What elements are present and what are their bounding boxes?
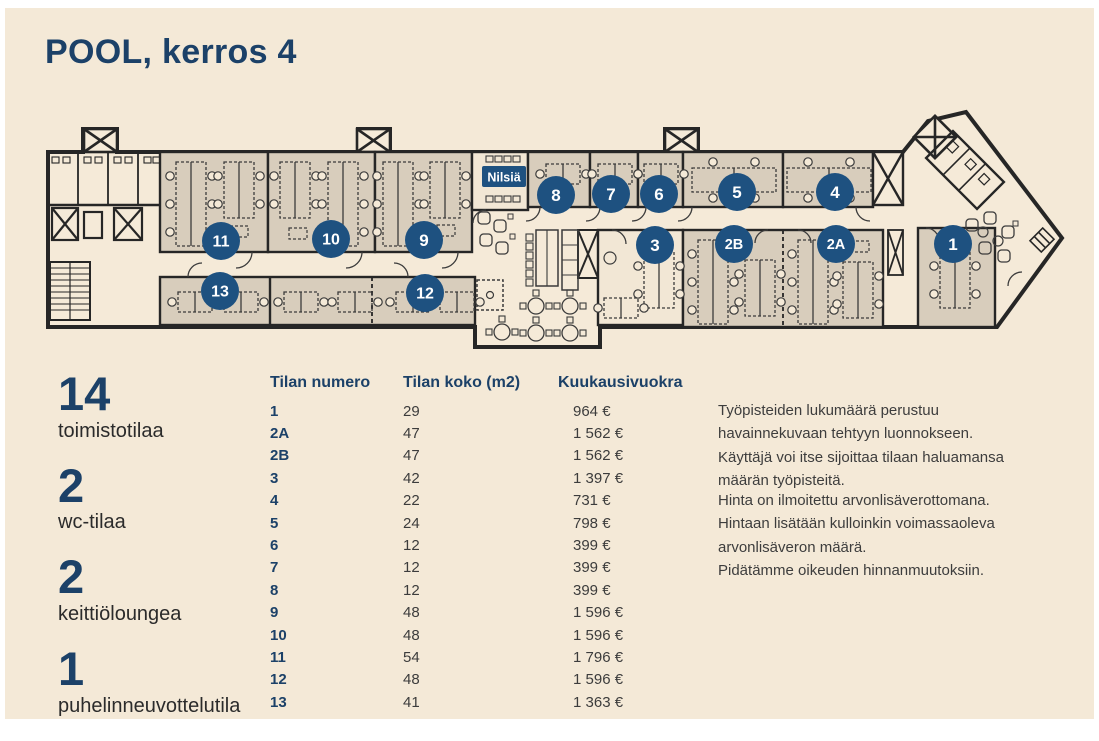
- cell-room-number: 2A: [270, 425, 290, 443]
- note-pricing-line: Pidätämme oikeuden hinnanmuutoksiin.: [718, 561, 984, 579]
- room-badge-2b: 2B: [724, 237, 744, 254]
- summary-stats: [58, 367, 258, 739]
- cell-monthly-rent: 1 397 €: [573, 469, 624, 487]
- stat-offices: [58, 367, 258, 443]
- stat-kitchen-lounges: [58, 550, 258, 626]
- cell-monthly-rent: 798 €: [573, 514, 611, 532]
- cell-room-number: 13: [270, 693, 287, 711]
- price-table-body: [270, 400, 728, 713]
- room-badge-4: 4: [830, 182, 840, 202]
- stat-value: 14: [58, 367, 111, 420]
- cell-room-size: 54: [403, 648, 420, 666]
- table-row: [270, 445, 728, 467]
- vent-top-right: [873, 152, 903, 205]
- cell-room-number: 8: [270, 581, 279, 599]
- room-badge-12: 12: [416, 285, 434, 303]
- cell-room-size: 47: [403, 425, 420, 443]
- cell-monthly-rent: 399 €: [573, 581, 611, 599]
- table-row: [270, 400, 728, 422]
- cell-monthly-rent: 1 596 €: [573, 626, 624, 644]
- stat-value: 2: [58, 458, 85, 512]
- cell-monthly-rent: 399 €: [573, 537, 611, 555]
- room-label-nilsia: [482, 166, 526, 187]
- cell-monthly-rent: 1 562 €: [573, 425, 624, 443]
- cell-monthly-rent: 1 596 €: [573, 671, 624, 689]
- cell-room-number: 6: [270, 537, 279, 555]
- cell-room-number: 5: [270, 514, 279, 532]
- cell-room-size: 41: [403, 693, 420, 711]
- shaft-2a: [888, 230, 903, 275]
- header-room-size: Tilan koko (m2): [403, 374, 521, 391]
- room-badge-8: 8: [551, 185, 561, 205]
- room-badge-1: 1: [948, 234, 958, 254]
- cell-monthly-rent: 1 596 €: [573, 604, 624, 622]
- cell-room-number: 7: [270, 559, 279, 577]
- cell-monthly-rent: 1 363 €: [573, 693, 624, 711]
- table-row: [270, 602, 728, 624]
- cell-room-size: 42: [403, 469, 420, 487]
- room-badge-6: 6: [654, 184, 664, 204]
- cell-monthly-rent: 964 €: [573, 402, 611, 420]
- cell-monthly-rent: 1 562 €: [573, 447, 624, 465]
- stat-label: keittiöloungea: [58, 602, 182, 625]
- cell-room-number: 9: [270, 604, 279, 622]
- note-pricing-line: Hintaan lisätään kulloinkin voimassaoleva: [718, 515, 995, 533]
- room-badge-9: 9: [419, 230, 429, 250]
- table-row: [270, 467, 728, 489]
- note-pricing-line: arvonlisäveron määrä.: [718, 538, 867, 556]
- vent-shaft: [84, 129, 698, 152]
- room-badge-11: 11: [212, 233, 230, 251]
- cell-room-number: 3: [270, 469, 279, 487]
- cell-monthly-rent: 731 €: [573, 492, 611, 510]
- stat-wc: [58, 458, 258, 535]
- note-pricing-line: Hinta on ilmoitettu arvonlisäverottomana.: [718, 492, 990, 509]
- stat-value: 2: [58, 550, 85, 604]
- header-room-number: Tilan numero: [270, 374, 371, 391]
- table-row: [270, 512, 728, 534]
- room-badge-2a: 2A: [826, 237, 846, 254]
- cell-room-size: 48: [403, 604, 420, 622]
- room-badge-7: 7: [606, 184, 616, 204]
- cell-room-size: 12: [403, 559, 420, 577]
- stat-label: wc-tilaa: [58, 511, 126, 534]
- cell-room-number: 4: [270, 492, 279, 510]
- cell-room-size: 29: [403, 402, 420, 420]
- stat-phone-room: [58, 641, 258, 718]
- table-row: [270, 669, 728, 691]
- table-row: [270, 646, 728, 668]
- cell-room-size: 48: [403, 671, 420, 689]
- cell-room-size: 48: [403, 626, 420, 644]
- header-monthly-rent: Kuukausivuokra: [558, 374, 683, 391]
- table-row: [270, 691, 728, 713]
- room-badge-13: 13: [211, 283, 229, 301]
- cell-room-size: 47: [403, 447, 420, 465]
- price-table-header: [270, 374, 728, 392]
- table-row: [270, 490, 728, 512]
- cell-monthly-rent: 399 €: [573, 559, 611, 577]
- table-row: [270, 422, 728, 444]
- cell-room-size: 22: [403, 492, 420, 510]
- room-badge-3: 3: [650, 235, 660, 255]
- cell-room-number: 11: [270, 648, 286, 666]
- table-row: [270, 624, 728, 646]
- table-row: [270, 557, 728, 579]
- table-row: [270, 579, 728, 601]
- note-pricing: [718, 489, 1028, 582]
- vent-mid: [578, 230, 598, 278]
- cell-monthly-rent: 1 796 €: [573, 648, 624, 666]
- cell-room-number: 2B: [270, 447, 290, 465]
- price-table: [270, 374, 728, 713]
- table-row: [270, 534, 728, 556]
- room-badge-5: 5: [732, 182, 742, 202]
- cell-room-size: 24: [403, 514, 420, 532]
- note-workstations: Työpisteiden lukumäärä perustuu havainnekuvaan tehtyyn luonnokseen. Käyttäjä voi itse sijoittaa tilaan haluamansa määrän työpisteitä.: [718, 402, 1004, 489]
- cell-room-size: 12: [403, 581, 420, 599]
- room-label-text: Nilsiä: [487, 170, 521, 185]
- page-title: POOL, kerros 4: [45, 33, 297, 71]
- stat-label: puhelinneuvottelutila: [58, 694, 241, 717]
- floor-plan: [40, 95, 1070, 360]
- room-badge-10: 10: [322, 231, 340, 249]
- cell-room-number: 1: [270, 402, 279, 420]
- stat-value: 1: [58, 641, 85, 695]
- cell-room-size: 12: [403, 537, 420, 555]
- cell-room-number: 12: [270, 671, 287, 689]
- stat-label: toimistotilaa: [58, 419, 164, 442]
- cell-room-number: 10: [270, 626, 287, 644]
